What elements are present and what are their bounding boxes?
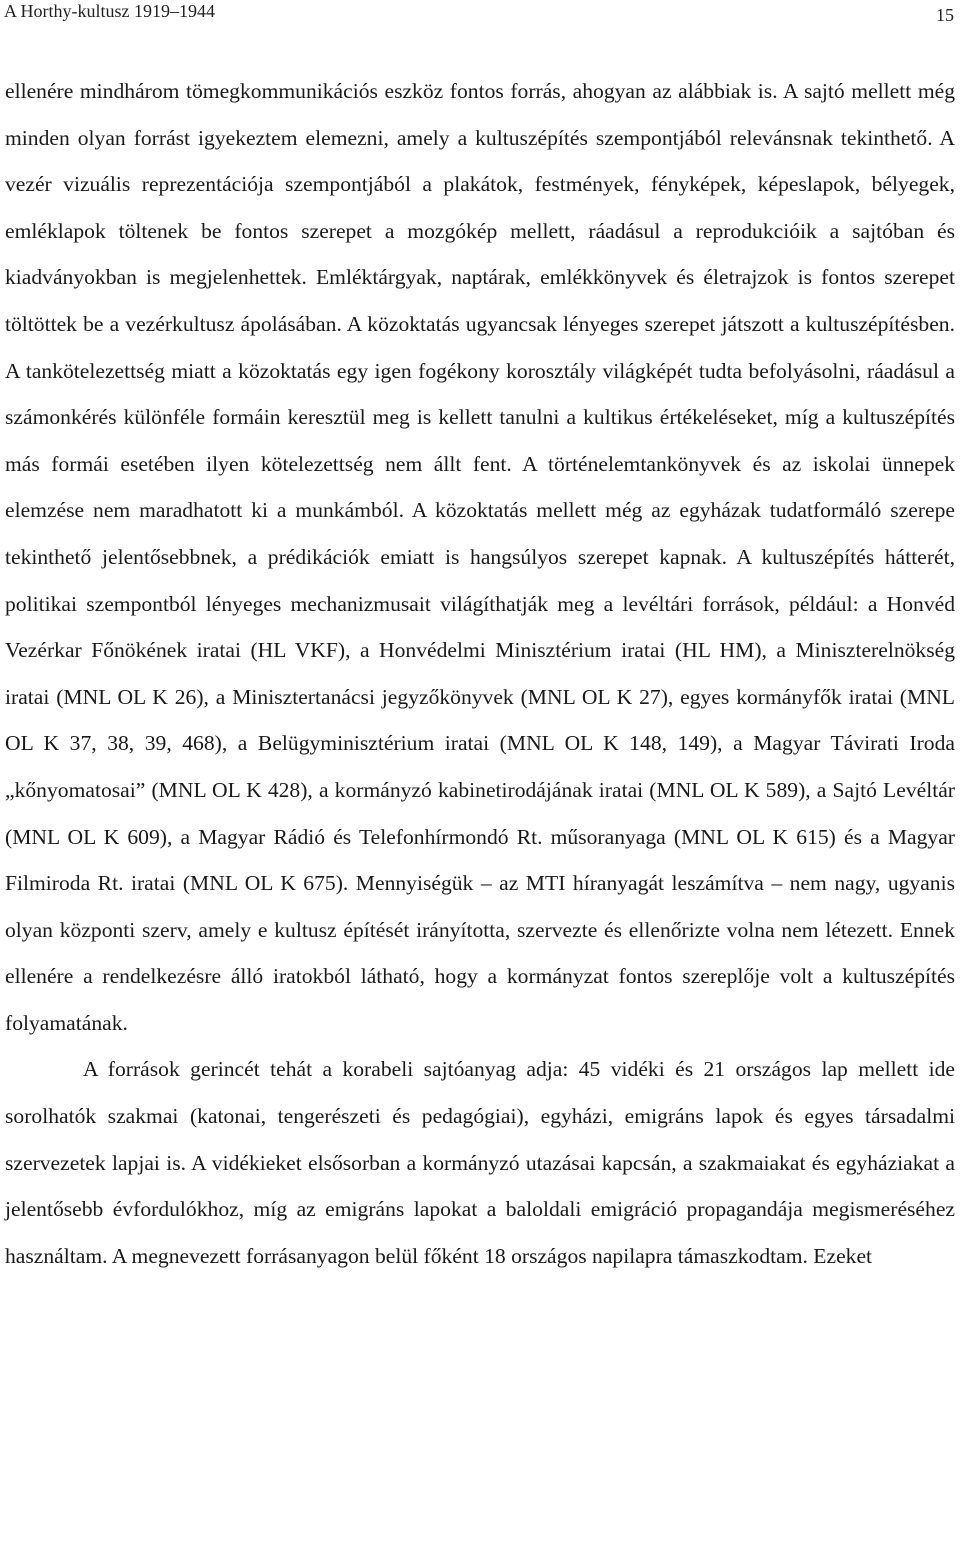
page-number: 15 — [936, 5, 954, 25]
paragraph: ellenére mindhárom tömegkommunikációs eszköz fontos forrás, ahogyan az alábbiak is. A sajtó mellett még minden olyan forrást igyekeztem elemezni, amely a kultuszépítés szempontjából relevánsnak tekinthető. A vezér vizuális reprezentációja szempontjából a plakátok, festmények, fényképek, képeslapok, bélyegek, emléklapok töltenek be fontos szerepet a mozgókép mellett, ráadásul a reprodukcióik a sajtóban és kiadványokban is megjelenhettek. Emléktárgyak, naptárak, emlékkönyvek és életrajzok is fontos szerepet töltöttek be a vezérkultusz ápolásában. A közoktatás ugyancsak lényeges szerepet játszott a kultuszépítésben. A tankötelezettség miatt a közoktatás egy igen fogékony korosztály világképét tudta befolyásolni, ráadásul a számonkérés különféle formáin keresztül meg is kellett tanulni a kultikus értékeléseket, míg a kultuszépítés más formái esetében ilyen kötelezettség nem állt fent. A történelemtankönyvek és az iskolai ünnepek elemzése nem maradhatott ki a munkámból. A közoktatás mellett még az egyházak tudatformáló szerepe tekinthető jelentősebbnek, a prédikációk emiatt is hangsúlyos szerepet kapnak. A kultuszépítés hátterét, politikai szempontból lényeges mechanizmusait világíthatják meg a levéltári források, például: a Honvéd Vezérkar Főnökének iratai (HL VKF), a Honvédelmi Minisztérium iratai (HL HM), a Miniszterelnökség iratai (MNL OL K 26), a Minisztertanácsi jegyzőkönyvek (MNL OL K 27), egyes kormányfők iratai (MNL OL K 37, 38, 39, 468), a Belügyminisztérium iratai (MNL OL K 148, 149), a Magyar Távirati Iroda „kőnyomatosai” (MNL OL K 428), a kormányzó kabinetirodájának iratai (MNL OL K 589), a Sajtó Levéltár (MNL OL K 609), a Magyar Rádió és Telefonhírmondó Rt. műsoranyaga (MNL OL K 615) és a Magyar Filmiroda Rt. iratai (MNL OL K 675). Mennyiségük – az MTI híranyagát leszámítva – nem nagy, ugyanis olyan központi szerv, amely e kultusz építését irányította, szervezte és ellenőrizte volna nem létezett. Ennek ellenére a rendelkezésre álló iratokból látható, hogy a kormányzat fontos szereplője volt a kultuszépítés folyamatának. — [5, 79, 955, 1035]
paragraph: A források gerincét tehát a korabeli sajtóanyag adja: 45 vidéki és 21 országos lap mellett ide sorolhatók szakmai (katonai, tengerészeti és pedagógiai), egyházi, emigráns lapok és egyes társadalmi szervezetek lapjai is. A vidékieket elsősorban a kormányzó utazásai kapcsán, a szakmaiakat és egyháziakat a jelentősebb évfordulókhoz, míg az emigráns lapokat a baloldali emigráció propagandája megismeréséhez használtam. A megnevezett forrásanyagon belül főként 18 országos napilapra támaszkodtam. Ezeket — [5, 1057, 955, 1268]
running-title: A Horthy-kultusz 1919–1944 — [4, 1, 215, 21]
running-header — [4, 0, 954, 24]
body-text — [5, 68, 955, 1279]
